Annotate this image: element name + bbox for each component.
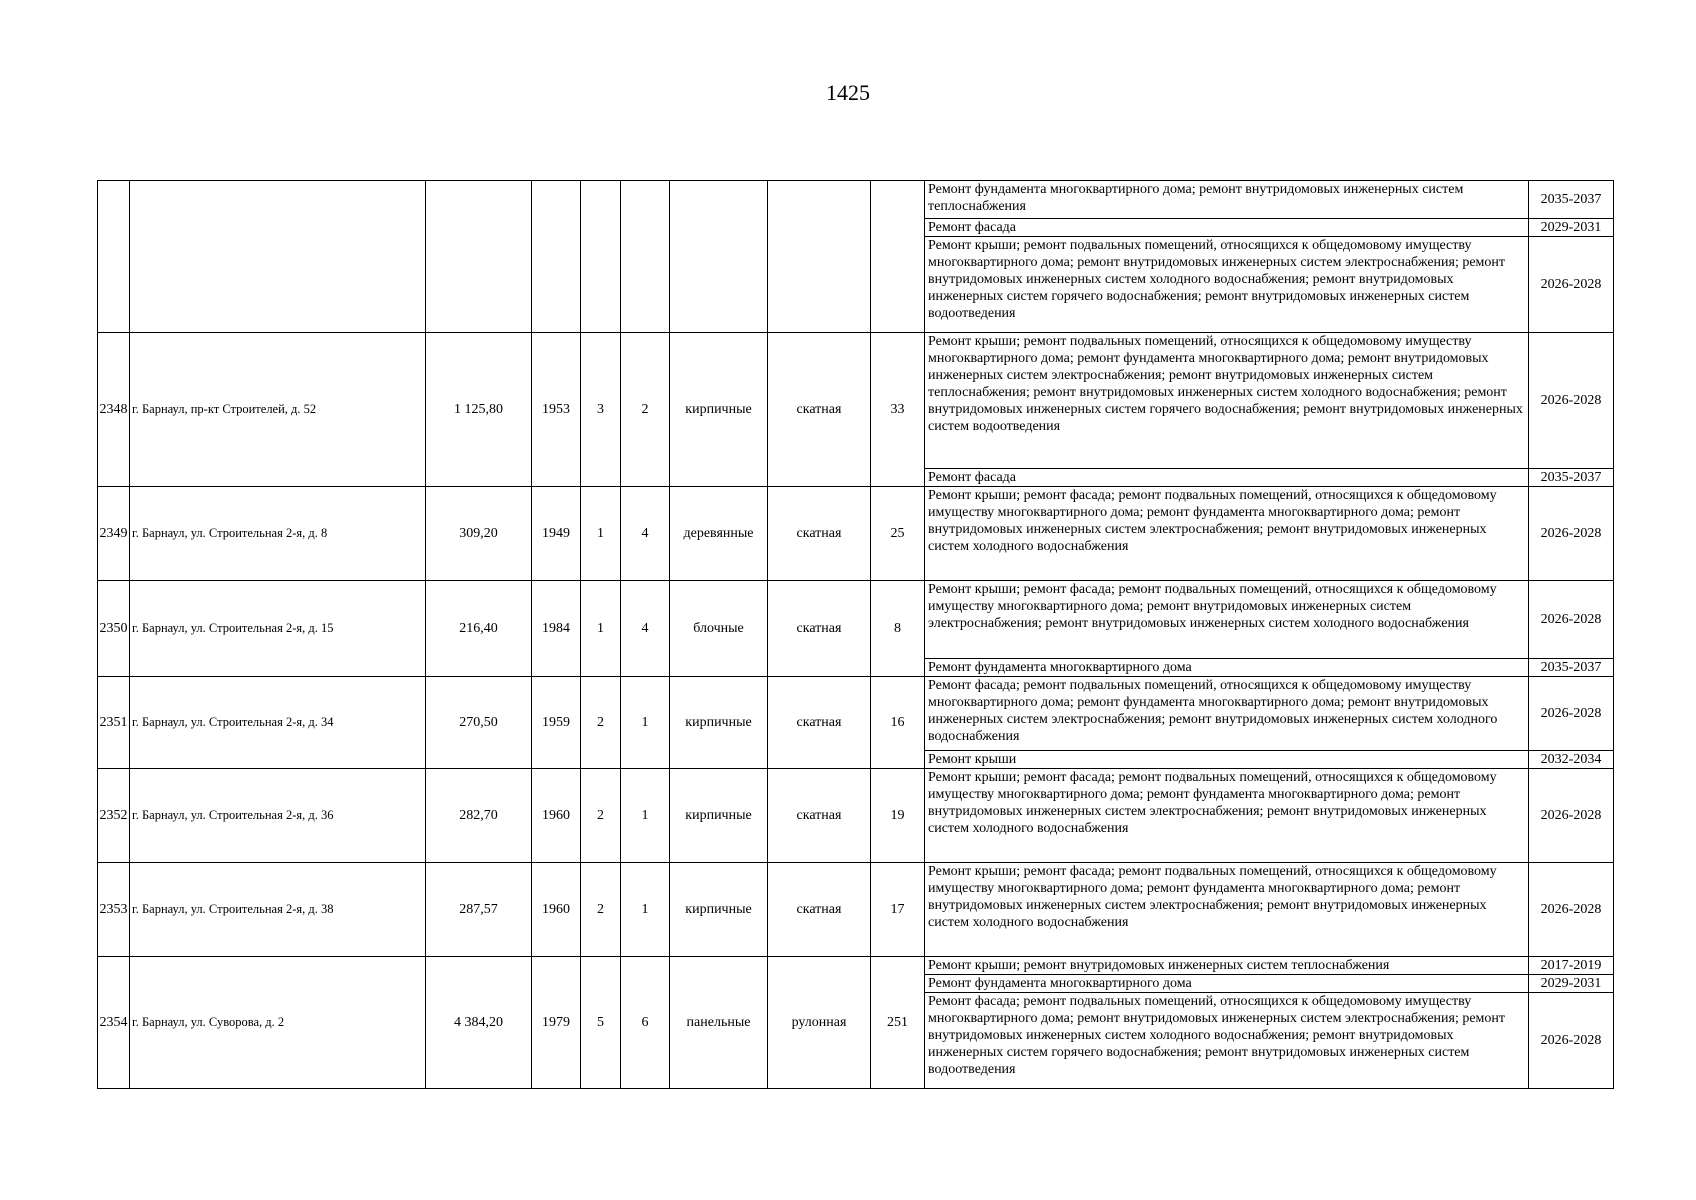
building-floors: 2 [581, 677, 621, 769]
residents-count: 25 [871, 487, 925, 581]
work-description: Ремонт крыши; ремонт фасада; ремонт подвальных помещений, относящихся к общедомовому имуществу многоквартирного дома; ремонт фундамента многоквартирного дома; ремонт внутридомовых инженерных систем электроснабжения; ремонт внутридомовых инженерных систем холодного водоснабжения [925, 769, 1529, 863]
table-row [98, 581, 1614, 659]
work-description: Ремонт фасада; ремонт подвальных помещений, относящихся к общедомовому имуществу многоквартирного дома; ремонт фундамента многоквартирного дома; ремонт внутридомовых инженерных систем электроснабжения; ремонт внутридомовых инженерных систем холодного водоснабжения [925, 677, 1529, 751]
building-entrances: 4 [621, 487, 670, 581]
wall-material: деревянные [670, 487, 768, 581]
work-period: 2026-2028 [1529, 237, 1614, 333]
building-address: г. Барнаул, ул. Строительная 2-я, д. 34 [130, 677, 426, 769]
roof-type: скатная [768, 581, 871, 677]
roof-type: скатная [768, 677, 871, 769]
work-period: 2026-2028 [1529, 581, 1614, 659]
building-floors: 2 [581, 769, 621, 863]
building-address: г. Барнаул, пр-кт Строителей, д. 52 [130, 333, 426, 487]
building-area: 309,20 [426, 487, 532, 581]
building-area: 1 125,80 [426, 333, 532, 487]
page-number: 1425 [826, 80, 870, 105]
building-year: 1949 [532, 487, 581, 581]
residents-count: 8 [871, 581, 925, 677]
building-address: г. Барнаул, ул. Строительная 2-я, д. 36 [130, 769, 426, 863]
building-number: 2351 [98, 677, 130, 769]
work-description: Ремонт крыши; ремонт фасада; ремонт подвальных помещений, относящихся к общедомовому имуществу многоквартирного дома; ремонт фундамента многоквартирного дома; ремонт внутридомовых инженерных систем электроснабжения; ремонт внутридомовых инженерных систем холодного водоснабжения [925, 863, 1529, 957]
building-number: 2350 [98, 581, 130, 677]
housing-repair-table [97, 180, 1614, 1089]
work-period: 2017-2019 [1529, 957, 1614, 975]
wall-material: кирпичные [670, 333, 768, 487]
building-year: 1979 [532, 957, 581, 1089]
building-floors: 3 [581, 333, 621, 487]
table-row [98, 181, 1614, 219]
table-row [98, 333, 1614, 469]
building-year: 1960 [532, 863, 581, 957]
work-period: 2026-2028 [1529, 333, 1614, 469]
work-period: 2029-2031 [1529, 975, 1614, 993]
wall-material [670, 181, 768, 333]
wall-material: кирпичные [670, 863, 768, 957]
work-description: Ремонт фасада [925, 219, 1529, 237]
building-number: 2353 [98, 863, 130, 957]
table-row [98, 487, 1614, 581]
work-description: Ремонт фундамента многоквартирного дома [925, 659, 1529, 677]
building-floors [581, 181, 621, 333]
building-area [426, 181, 532, 333]
building-address: г. Барнаул, ул. Суворова, д. 2 [130, 957, 426, 1089]
work-period: 2035-2037 [1529, 659, 1614, 677]
building-entrances [621, 181, 670, 333]
building-address: г. Барнаул, ул. Строительная 2-я, д. 8 [130, 487, 426, 581]
work-period: 2026-2028 [1529, 677, 1614, 751]
building-area: 270,50 [426, 677, 532, 769]
building-area: 287,57 [426, 863, 532, 957]
work-period: 2035-2037 [1529, 469, 1614, 487]
wall-material: кирпичные [670, 769, 768, 863]
building-number [98, 181, 130, 333]
roof-type: рулонная [768, 957, 871, 1089]
work-period: 2026-2028 [1529, 769, 1614, 863]
table-row [98, 677, 1614, 751]
building-address [130, 181, 426, 333]
building-number: 2349 [98, 487, 130, 581]
work-description: Ремонт крыши; ремонт подвальных помещений, относящихся к общедомовому имуществу многоквартирного дома; ремонт фундамента многоквартирного дома; ремонт внутридомовых инженерных систем электроснабжения; ремонт внутридомовых инженерных систем теплоснабжения; ремонт внутридомовых инженерных систем холодного водоснабжения; ремонт внутридомовых инженерных систем горячего водоснабжения; ремонт внутридомовых инженерных систем водоотведения [925, 333, 1529, 469]
table-row [98, 769, 1614, 863]
building-year: 1959 [532, 677, 581, 769]
work-period: 2026-2028 [1529, 487, 1614, 581]
building-entrances: 1 [621, 677, 670, 769]
residents-count: 16 [871, 677, 925, 769]
building-year: 1984 [532, 581, 581, 677]
building-number: 2354 [98, 957, 130, 1089]
roof-type: скатная [768, 487, 871, 581]
building-address: г. Барнаул, ул. Строительная 2-я, д. 38 [130, 863, 426, 957]
building-entrances: 1 [621, 769, 670, 863]
building-year: 1960 [532, 769, 581, 863]
residents-count: 19 [871, 769, 925, 863]
work-period: 2026-2028 [1529, 863, 1614, 957]
table-row [98, 863, 1614, 957]
work-description: Ремонт крыши; ремонт подвальных помещений, относящихся к общедомовому имуществу многоквартирного дома; ремонт внутридомовых инженерных систем электроснабжения; ремонт внутридомовых инженерных систем холодного водоснабжения; ремонт внутридомовых инженерных систем горячего водоснабжения; ремонт внутридомовых инженерных систем водоотведения [925, 237, 1529, 333]
table-body [98, 181, 1614, 1089]
building-year: 1953 [532, 333, 581, 487]
building-floors: 1 [581, 581, 621, 677]
residents-count: 33 [871, 333, 925, 487]
building-area: 4 384,20 [426, 957, 532, 1089]
work-description: Ремонт фундамента многоквартирного дома [925, 975, 1529, 993]
work-description: Ремонт фасада [925, 469, 1529, 487]
residents-count: 251 [871, 957, 925, 1089]
work-description: Ремонт фундамента многоквартирного дома; ремонт внутридомовых инженерных систем теплоснабжения [925, 181, 1529, 219]
wall-material: панельные [670, 957, 768, 1089]
roof-type [768, 181, 871, 333]
building-entrances: 4 [621, 581, 670, 677]
work-description: Ремонт крыши; ремонт фасада; ремонт подвальных помещений, относящихся к общедомовому имуществу многоквартирного дома; ремонт фундамента многоквартирного дома; ремонт внутридомовых инженерных систем электроснабжения; ремонт внутридомовых инженерных систем холодного водоснабжения [925, 487, 1529, 581]
building-floors: 5 [581, 957, 621, 1089]
building-address: г. Барнаул, ул. Строительная 2-я, д. 15 [130, 581, 426, 677]
building-floors: 1 [581, 487, 621, 581]
building-area: 282,70 [426, 769, 532, 863]
work-description: Ремонт крыши [925, 751, 1529, 769]
building-entrances: 2 [621, 333, 670, 487]
work-period: 2035-2037 [1529, 181, 1614, 219]
work-period: 2026-2028 [1529, 993, 1614, 1089]
table-row [98, 957, 1614, 975]
wall-material: кирпичные [670, 677, 768, 769]
building-number: 2348 [98, 333, 130, 487]
building-entrances: 6 [621, 957, 670, 1089]
wall-material: блочные [670, 581, 768, 677]
building-entrances: 1 [621, 863, 670, 957]
work-description: Ремонт крыши; ремонт фасада; ремонт подвальных помещений, относящихся к общедомовому имуществу многоквартирного дома; ремонт внутридомовых инженерных систем электроснабжения; ремонт внутридомовых инженерных систем холодного водоснабжения [925, 581, 1529, 659]
residents-count: 17 [871, 863, 925, 957]
building-year [532, 181, 581, 333]
roof-type: скатная [768, 863, 871, 957]
residents-count [871, 181, 925, 333]
building-number: 2352 [98, 769, 130, 863]
building-area: 216,40 [426, 581, 532, 677]
roof-type: скатная [768, 769, 871, 863]
work-description: Ремонт фасада; ремонт подвальных помещений, относящихся к общедомовому имуществу многоквартирного дома; ремонт внутридомовых инженерных систем электроснабжения; ремонт внутридомовых инженерных систем холодного водоснабжения; ремонт внутридомовых инженерных систем горячего водоснабжения; ремонт внутридомовых инженерных систем водоотведения [925, 993, 1529, 1089]
work-period: 2029-2031 [1529, 219, 1614, 237]
building-floors: 2 [581, 863, 621, 957]
work-description: Ремонт крыши; ремонт внутридомовых инженерных систем теплоснабжения [925, 957, 1529, 975]
roof-type: скатная [768, 333, 871, 487]
work-period: 2032-2034 [1529, 751, 1614, 769]
